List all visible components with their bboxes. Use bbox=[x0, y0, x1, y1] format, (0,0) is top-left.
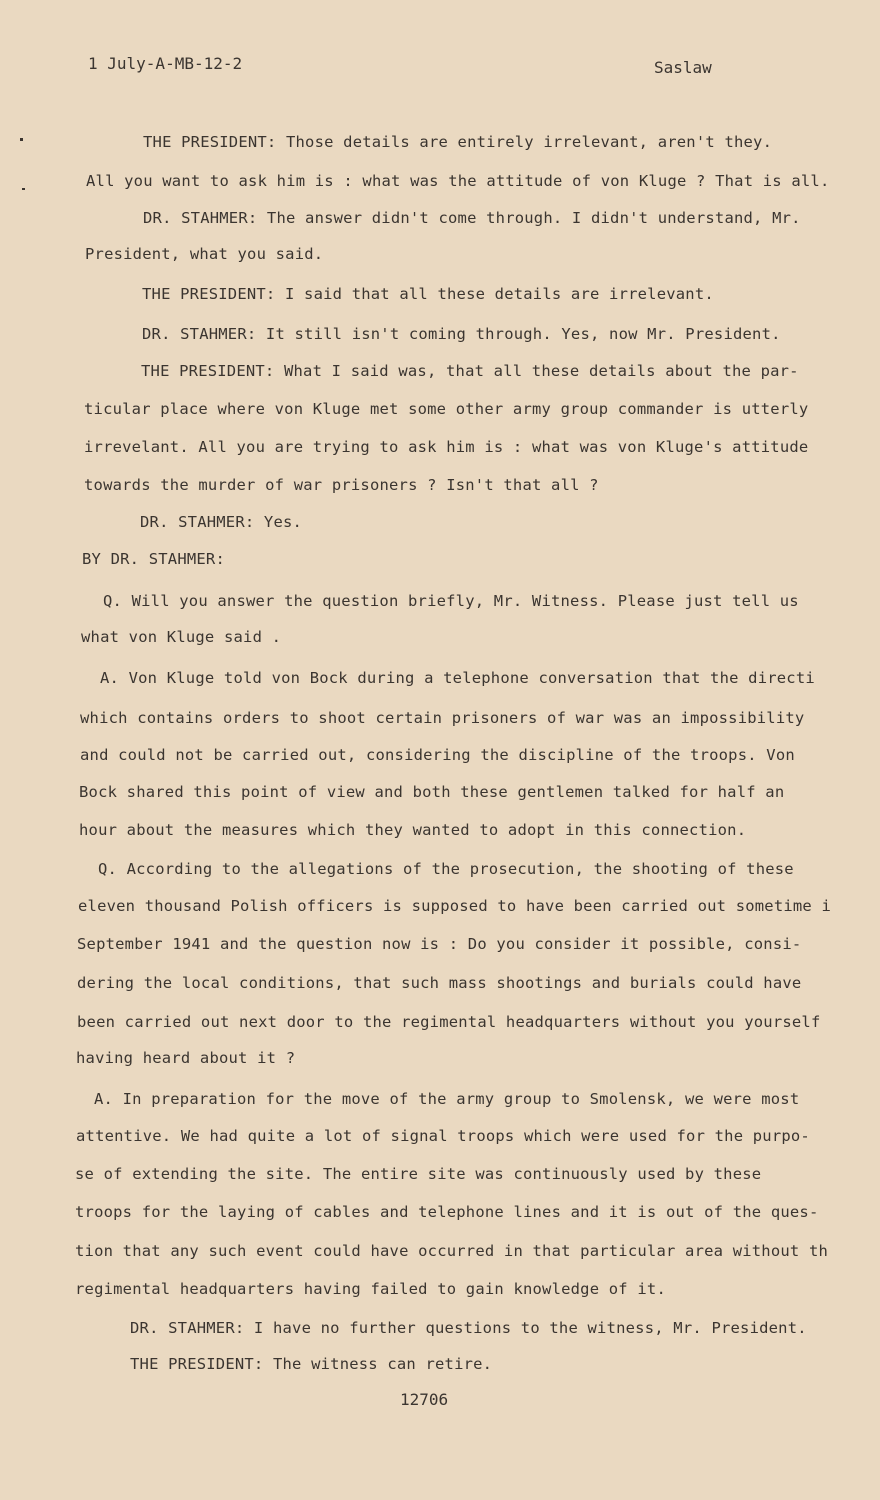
transcript-line: A. Von Kluge told von Bock during a telephone conversation that the directi bbox=[100, 669, 815, 687]
transcript-line: THE PRESIDENT: What I said was, that all these details about the par- bbox=[141, 362, 799, 380]
transcript-line: eleven thousand Polish officers is supposed to have been carried out sometime i bbox=[78, 897, 832, 915]
transcript-line: BY DR. STAHMER: bbox=[82, 550, 225, 568]
transcript-line: Q. Will you answer the question briefly, Mr. Witness. Please just tell us bbox=[103, 592, 799, 610]
transcript-line: DR. STAHMER: The answer didn't come through. I didn't understand, Mr. bbox=[143, 209, 801, 227]
page-number: 12706 bbox=[400, 1390, 449, 1409]
transcript-line: having heard about it ? bbox=[76, 1049, 296, 1067]
transcript-line: towards the murder of war prisoners ? Isn't that all ? bbox=[84, 476, 599, 494]
transcript-line: September 1941 and the question now is : Do you consider it possible, consi- bbox=[77, 935, 802, 953]
transcript-line: DR. STAHMER: Yes. bbox=[140, 513, 303, 531]
transcript-line: ticular place where von Kluge met some other army group commander is utterly bbox=[84, 400, 809, 418]
transcript-line: irrevelant. All you are trying to ask him is : what was von Kluge's attitude bbox=[84, 438, 809, 456]
transcript-line: attentive. We had quite a lot of signal troops which were used for the purpo- bbox=[76, 1127, 810, 1145]
transcript-line: what von Kluge said . bbox=[81, 628, 282, 646]
transcript-line: All you want to ask him is : what was the attitude of von Kluge ? That is all. bbox=[86, 172, 830, 190]
transcript-line: se of extending the site. The entire site was continuously used by these bbox=[75, 1165, 762, 1183]
margin-mark bbox=[20, 138, 23, 141]
transcript-line: A. In preparation for the move of the army group to Smolensk, we were most bbox=[94, 1090, 800, 1108]
transcript-line: DR. STAHMER: It still isn't coming through. Yes, now Mr. President. bbox=[142, 325, 781, 343]
transcript-line: DR. STAHMER: I have no further questions to the witness, Mr. President. bbox=[130, 1319, 807, 1337]
transcript-line: dering the local conditions, that such mass shootings and burials could have bbox=[77, 974, 802, 992]
transcript-line: THE PRESIDENT: Those details are entirely irrelevant, aren't they. bbox=[143, 133, 773, 151]
transcript-line: THE PRESIDENT: I said that all these details are irrelevant. bbox=[142, 285, 714, 303]
transcript-line: Bock shared this point of view and both these gentlemen talked for half an bbox=[79, 783, 785, 801]
transcript-line: tion that any such event could have occurred in that particular area without th bbox=[75, 1242, 829, 1260]
transcript-line: THE PRESIDENT: The witness can retire. bbox=[130, 1355, 493, 1373]
transcript-line: and could not be carried out, considering the discipline of the troops. Von bbox=[80, 746, 795, 764]
margin-mark bbox=[22, 188, 25, 190]
transcript-line: President, what you said. bbox=[85, 245, 324, 263]
reporter-name: Saslaw bbox=[654, 58, 712, 77]
transcript-line: hour about the measures which they wanted to adopt in this connection. bbox=[79, 821, 747, 839]
transcript-line: which contains orders to shoot certain prisoners of war was an impossibility bbox=[80, 709, 805, 727]
transcript-line: been carried out next door to the regimental headquarters without you yourself bbox=[77, 1013, 821, 1031]
transcript-line: Q. According to the allegations of the prosecution, the shooting of these bbox=[98, 860, 794, 878]
document-id: 1 July-A-MB-12-2 bbox=[88, 54, 243, 73]
transcript-line: regimental headquarters having failed to gain knowledge of it. bbox=[75, 1280, 666, 1298]
transcript-line: troops for the laying of cables and telephone lines and it is out of the ques- bbox=[75, 1203, 819, 1221]
